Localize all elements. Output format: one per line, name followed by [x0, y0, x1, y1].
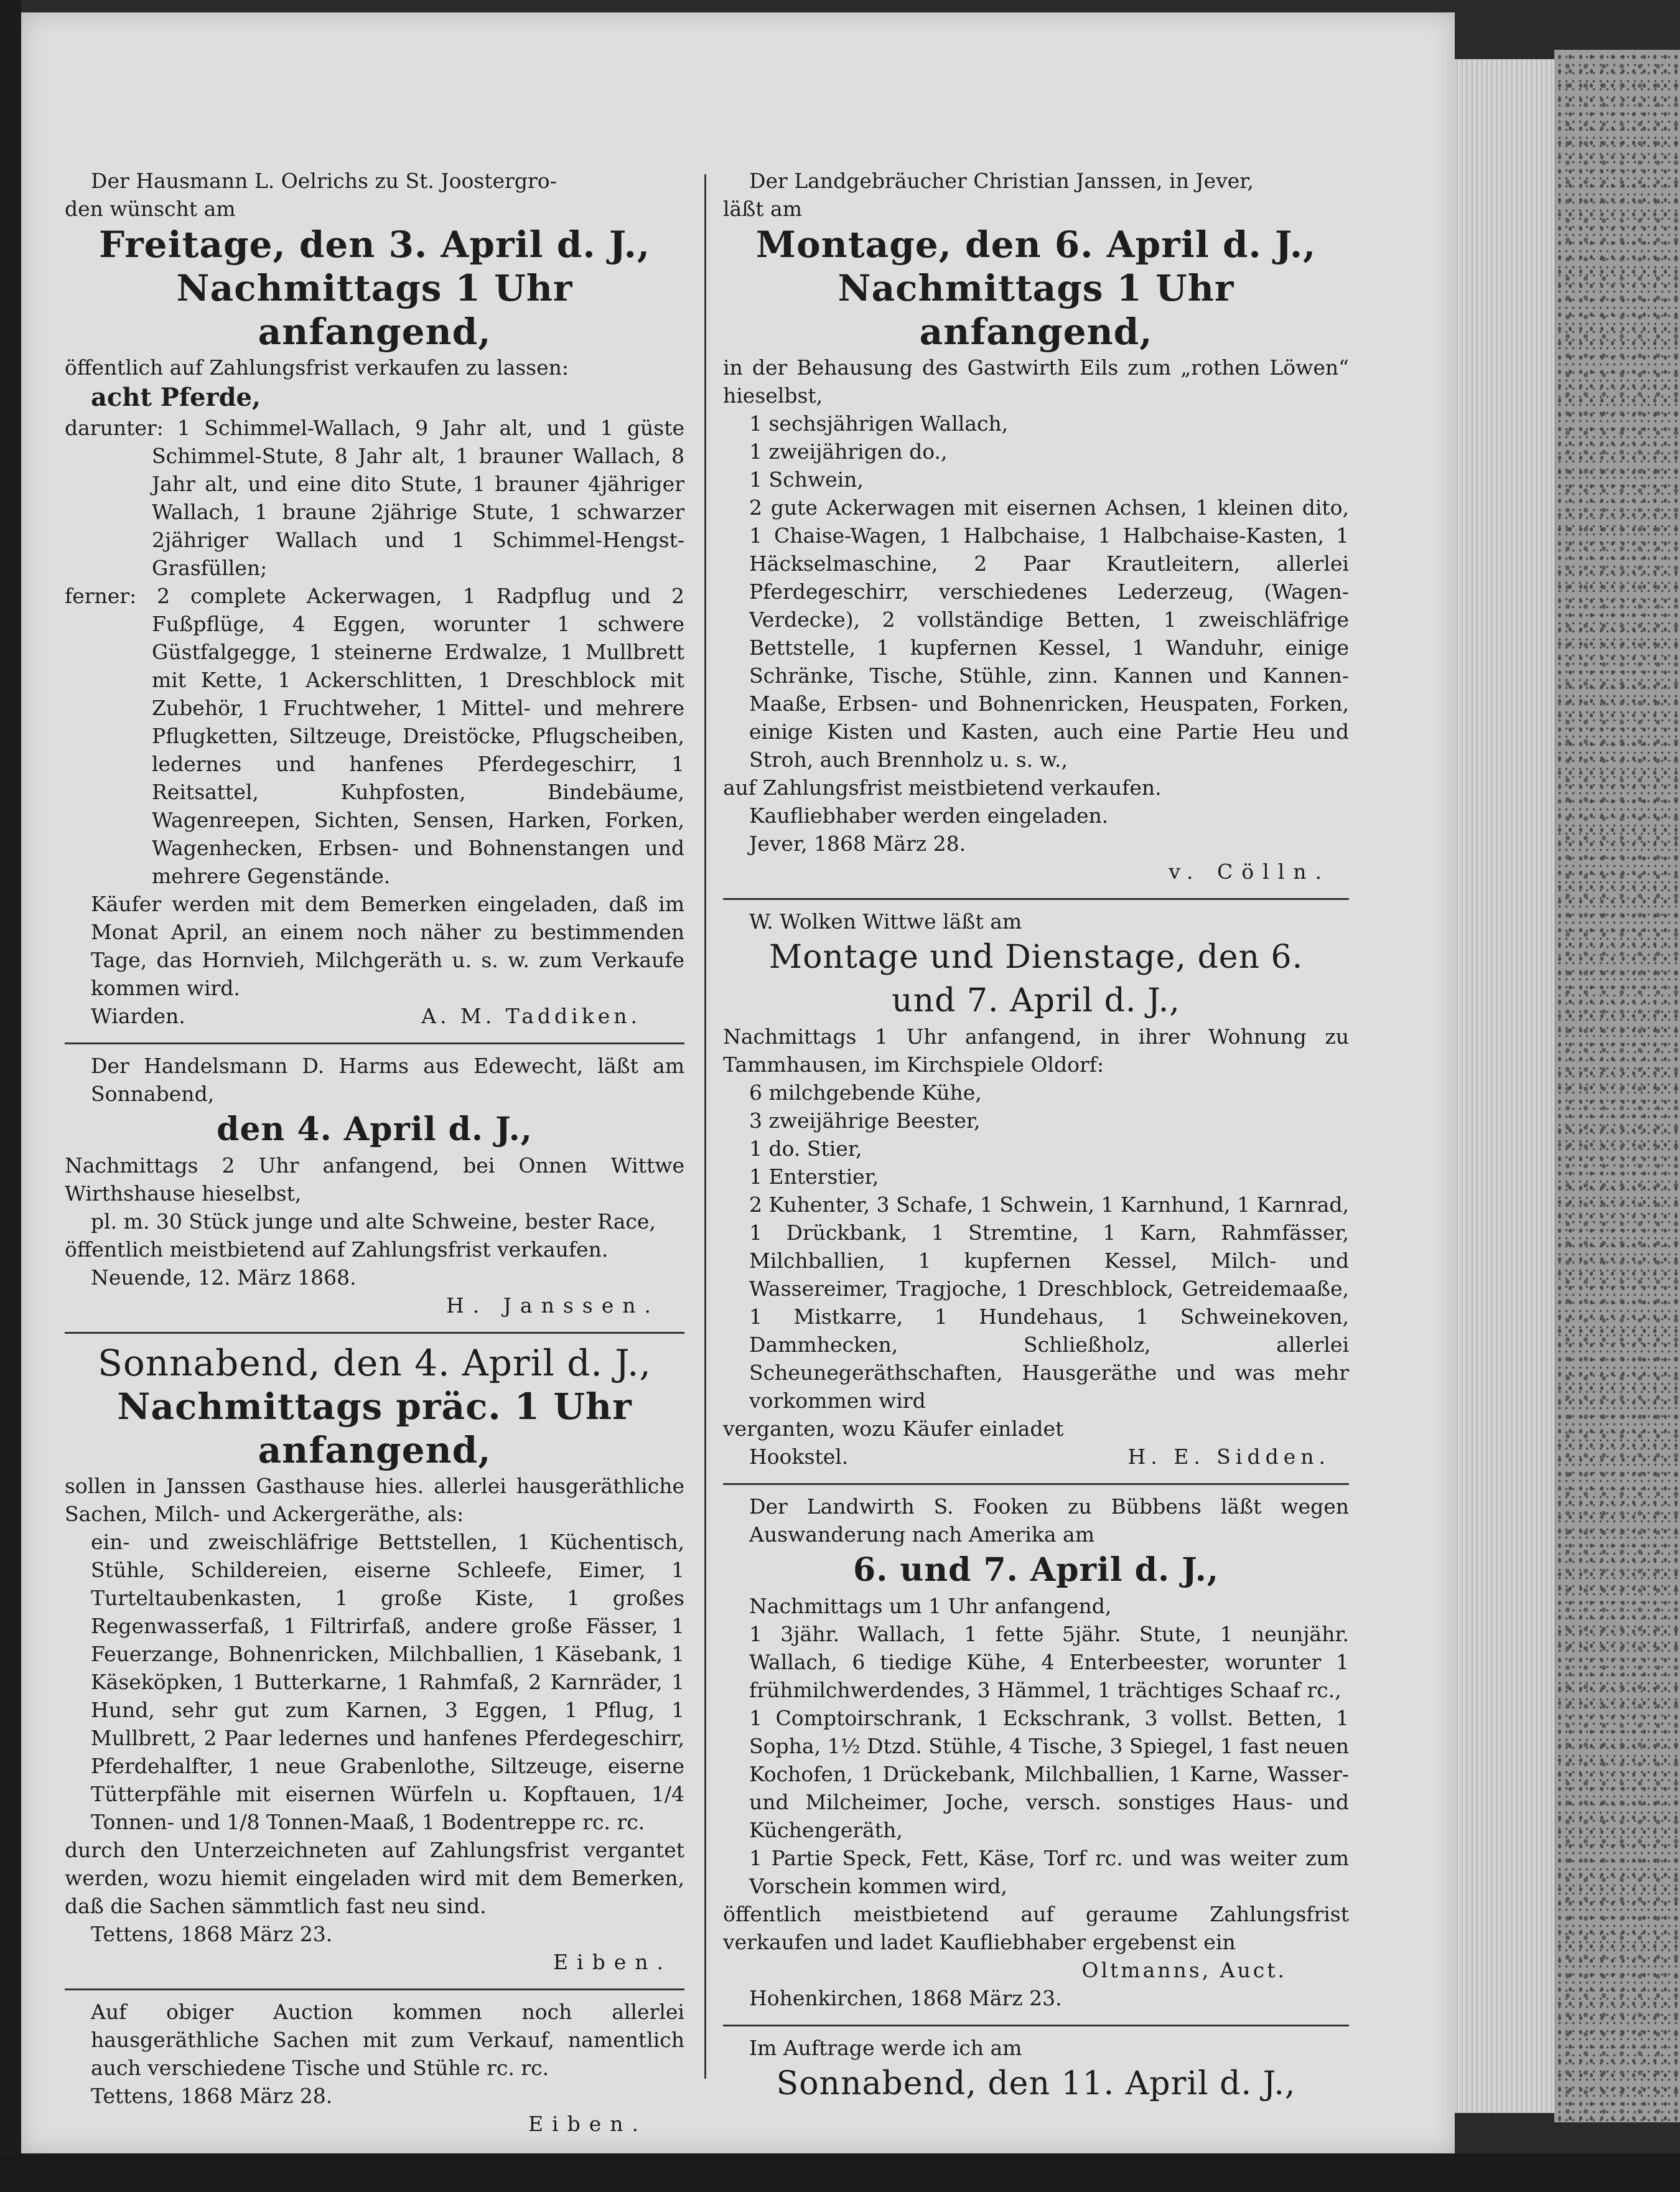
ad-list-item: 1 do. Stier, — [749, 1136, 862, 1161]
ad-intro: Der Landwirth S. Fooken zu Bübbens läßt wegen Auswanderung nach Amerika am — [749, 1494, 1349, 1547]
ad-headline: Nachmittags 1 Uhr anfangend, — [176, 267, 573, 353]
ad-list-item: 2 Kuhenter, 3 Schafe, 1 Schwein, 1 Karnhund, 1 Karnrad, 1 Drückbank, 1 Stremtine, 1 Karn, Rahmfässer, Milchballien, 1 kupfernen Kessel, Milch- und Wassereimer, Tragjoche, 1 Dreschblock, Getreidemaaße, 1 Mistkarre, 1 Hundehaus, 1 Schweinekoven, Dammhecken, Schließholz, allerlei Scheunegeräthschaften, Hausgeräthe und was mehr vorkommen wird — [749, 1192, 1349, 1413]
ad-place-date: Tettens, 1868 März 28. — [91, 2084, 333, 2108]
ad-text: Kaufliebhaber werden eingeladen. — [749, 803, 1109, 828]
ad-text: verganten, wozu Käufer einladet — [723, 1417, 1064, 1441]
advertisement-janssen — [723, 167, 1349, 891]
ad-text: durch den Unterzeichneten auf Zahlungsfrist vergantet werden, wozu hiemit eingeladen wird mit dem Bemerken, daß die Sachen sämmtlich fast neu sind. — [65, 1838, 684, 1918]
ad-signature: H. Janssen. — [446, 1293, 660, 1318]
advertisement-eiben — [65, 1341, 684, 1981]
ad-intro: Der Hausmann L. Oelrichs zu St. Joostergro- — [91, 169, 557, 193]
advertisement-eiben-addendum — [65, 1998, 684, 2143]
column-divider — [704, 174, 706, 2079]
ad-footer — [65, 1002, 684, 1030]
ad-intro: läßt am — [723, 197, 802, 221]
ad-list-item: 1 Enterstier, — [749, 1164, 879, 1189]
ad-headline: Sonnabend, den 4. April d. J., — [98, 1342, 651, 1384]
ad-place: Hookstel. — [749, 1445, 849, 1469]
ad-separator — [65, 1042, 684, 1044]
ad-footer — [723, 1443, 1349, 1471]
advertisement-fooken — [723, 1492, 1349, 2017]
ad-place-date: Tettens, 1868 März 23. — [91, 1922, 333, 1946]
ad-place-date: Hohenkirchen, 1868 März 23. — [749, 1986, 1062, 2010]
ad-list-item: 1 sechsjährigen Wallach, — [749, 411, 1009, 436]
ad-list-item: 1 zweijährigen do., — [749, 439, 948, 464]
ad-list: ein- und zweischläfrige Bettstellen, 1 Küchentisch, Stühle, Schildereien, eiserne Schleefe, Eimer, 1 Turteltaubenkasten, 1 große Kiste, 1 großes Regenwasserfaß, 1 Filtrirfaß, andere große Fässer, 1 Feuerzange, Bohnenricken, Milchballien, 1 Käsebank, 1 Käseköpken, 1 Butterkarne, 1 Rahmfaß, 2 Karnräder, 1 Hund, sehr gut zum Karnen, 3 Eggen, 1 Pflug, 1 Mullbrett, 2 Paar ledernes und hanfenes Pferdegeschirr, Pferdehalfter, 1 neue Grabenlothe, Siltzeuge, eiserne Tütterpfähle mit eisernen Würfeln u. Kopftauen, 1/4 Tonnen- und 1/8 Tonnen-Maaß, 1 Bodentreppe rc. rc. — [91, 1530, 684, 1834]
ad-place-date: Neuende, 12. März 1868. — [91, 1265, 357, 1290]
ad-list-item: 1 Schwein, — [749, 467, 864, 492]
ad-list-item: 2 gute Ackerwagen mit eisernen Achsen, 1 kleinen dito, 1 Chaise-Wagen, 1 Halbchaise, 1 Halbchaise-Kasten, 1 Häckselmaschine, 2 Paar Krautleitern, allerlei Pferdegeschirr, verschiedenes Lederzeug, (Wagen-Verdecke), 2 vollständige Betten, 1 zweischläfrige Bettstelle, 1 kupfernen Kessel, 1 Wanduhr, einige Schränke, Tische, Stühle, zinn. Kannen und Kannen-Maaße, Erbsen- und Bohnenricken, Heuspaten, Forken, einige Kisten und Kasten, auch eine Partie Heu und Stroh, auch Brennholz u. s. w., — [749, 495, 1349, 772]
right-column — [723, 167, 1349, 2110]
advertisement-harms — [65, 1052, 684, 1324]
advertisement-oelrichs — [65, 167, 684, 1035]
ad-intro: Der Handelsmann D. Harms aus Edewecht, läßt am Sonnabend, — [91, 1054, 684, 1106]
ad-text: öffentlich meistbietend auf geraume Zahlungsfrist verkaufen und ladet Kaufliebhaber ergebenst ein — [723, 1902, 1349, 1954]
ad-signature: A. M. Taddiken. — [421, 1004, 641, 1028]
ad-headline: und 7. April d. J., — [892, 982, 1180, 1019]
ad-intro: Der Landgebräucher Christian Janssen, in Jever, — [749, 169, 1254, 193]
ad-headline: Montage und Dienstage, den 6. — [768, 939, 1304, 976]
ad-text: Auf obiger Auction kommen noch allerlei hausgeräthliche Sachen mit zum Verkauf, namentlich auch verschiedene Tische und Stühle rc. rc. — [91, 2000, 684, 2080]
ad-list-item: 3 zweijährige Beester, — [749, 1108, 981, 1133]
ad-list: darunter: 1 Schimmel-Wallach, 9 Jahr alt, und 1 güste Schimmel-Stute, 8 Jahr alt, 1 brauner Wallach, 8 Jahr alt, und eine dito Stute, 1 brauner 4jähriger Wallach, 1 braune 2jährige Stute, 1 schwarzer 2jähriger Wallach und 1 Schimmel-Hengst-Grasfüllen; — [65, 416, 684, 580]
left-column — [65, 167, 684, 2143]
ad-signature: Eiben. — [553, 1950, 672, 1974]
ad-text: öffentlich meistbietend auf Zahlungsfrist verkaufen. — [65, 1237, 609, 1262]
ad-headline: Freitage, den 3. April d. J., — [98, 223, 651, 266]
ad-signature: H. E. Sidden. — [1127, 1445, 1330, 1469]
ad-place-date: Jever, 1868 März 28. — [749, 831, 966, 856]
advertisement-wolken — [723, 907, 1349, 1476]
ad-text: Käufer werden mit dem Bemerken eingeladen, daß im Monat April, an einem noch näher zu bestimmenden Tage, das Hornvieh, Milchgeräth u. s. w. zum Verkaufe kommen wird. — [91, 892, 684, 1000]
ad-list-item: 6 milchgebende Kühe, — [749, 1080, 982, 1105]
scan-background — [0, 0, 21, 2192]
ad-headline: Sonnabend, den 11. April d. J., — [776, 2065, 1296, 2102]
ad-list-item: 1 Comptoirschrank, 1 Eckschrank, 3 vollst. Betten, 1 Sopha, 1½ Dtzd. Stühle, 4 Tische, 3 Spiegel, 1 fast neuen Kochofen, 1 Drückebank, Milchballien, 1 Karne, Wasser- und Milcheimer, Joche, versch. sonstiges Haus- und Küchengeräth, — [749, 1706, 1349, 1842]
advertisement-auftrag — [723, 2034, 1349, 2110]
ad-list-item: 1 Partie Speck, Fett, Käse, Torf rc. und was weiter zum Vorschein kommen wird, — [749, 1846, 1349, 1898]
ad-separator — [723, 1483, 1349, 1485]
ad-separator — [65, 1332, 684, 1334]
ad-signature: Oltmanns, Auct. — [1081, 1958, 1287, 1982]
book-cover — [1554, 50, 1680, 2122]
ad-intro: Im Auftrage werde ich am — [749, 2036, 1022, 2060]
ad-headline: Nachmittags 1 Uhr anfangend, — [838, 267, 1234, 353]
page-edges — [1455, 59, 1554, 2113]
ad-text: Nachmittags um 1 Uhr anfangend, — [749, 1594, 1112, 1618]
ad-list-item: 1 3jähr. Wallach, 1 fette 5jähr. Stute, 1 neunjähr. Wallach, 6 tiedige Kühe, 4 Enterbeester, worunter 1 frühmilchwerdendes, 3 Hämmel, 1 trächtiges Schaaf rc., — [749, 1622, 1349, 1702]
ad-text: in der Behausung des Gastwirth Eils zum „rothen Löwen“ hieselbst, — [723, 355, 1349, 408]
ad-signature: Eiben. — [528, 2112, 647, 2136]
ad-headline: Montage, den 6. April d. J., — [755, 223, 1317, 266]
ad-text: öffentlich auf Zahlungsfrist verkaufen zu lassen: — [65, 355, 569, 380]
ad-text: auf Zahlungsfrist meistbietend verkaufen. — [723, 775, 1162, 800]
ad-text: sollen in Janssen Gasthause hies. allerlei hausgeräthliche Sachen, Milch- und Ackergeräthe, als: — [65, 1474, 684, 1526]
ad-text: pl. m. 30 Stück junge und alte Schweine, bester Race, — [91, 1209, 656, 1234]
ad-separator — [65, 1988, 684, 1990]
ad-headline: den 4. April d. J., — [217, 1110, 533, 1148]
ad-separator — [723, 898, 1349, 900]
ad-headline: Nachmittags präc. 1 Uhr anfangend, — [117, 1385, 632, 1471]
ad-place: Wiarden. — [91, 1004, 185, 1028]
ad-separator — [723, 2025, 1349, 2026]
ad-signature: v. Cölln. — [1169, 859, 1330, 884]
ad-headline: 6. und 7. April d. J., — [853, 1551, 1219, 1589]
scan-shadow — [0, 2153, 1680, 2192]
ad-text: Nachmittags 1 Uhr anfangend, in ihrer Wohnung zu Tammhausen, im Kirchspiele Oldorf: — [723, 1024, 1349, 1077]
ad-intro: den wünscht am — [65, 197, 236, 221]
ad-text: Nachmittags 2 Uhr anfangend, bei Onnen Wittwe Wirthshause hieselbst, — [65, 1153, 684, 1206]
ad-subheading: acht Pferde, — [91, 383, 261, 412]
ad-intro: W. Wolken Wittwe läßt am — [749, 909, 1022, 934]
ad-list: ferner: 2 complete Ackerwagen, 1 Radpflug und 2 Fußpflüge, 4 Eggen, worunter 1 schwere Güstfalgegge, 1 steinerne Erdwalze, 1 Mullbrett mit Kette, 1 Ackerschlitten, 1 Dreschblock mit Zubehör, 1 Fruchtweher, 1 Mittel- und mehrere Pflugketten, Siltzeuge, Dreistöcke, Pflugscheiben, ledernes und hanfenes Pferdegeschirr, 1 Reitsattel, Kuhpfosten, Bindebäume, Wagenreepen, Sichten, Sensen, Harken, Forken, Wagenhecken, Erbsen- und Bohnenstangen und mehrere Gegenstände. — [65, 584, 684, 888]
